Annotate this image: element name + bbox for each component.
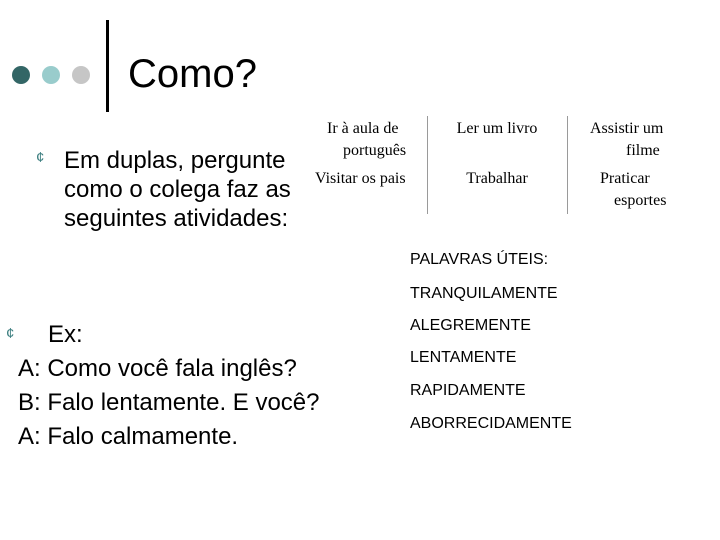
activity-line: Ler um livro xyxy=(456,120,538,137)
activity-line: Ir à aula de xyxy=(327,120,399,137)
title-divider xyxy=(106,20,109,112)
useful-word: TRANQUILAMENTE xyxy=(410,285,558,302)
useful-word: ABORRECIDAMENTE xyxy=(410,415,572,432)
ring-bullet-icon: ¢ xyxy=(6,325,15,342)
ring-bullet-icon: ¢ xyxy=(36,149,45,166)
activity-line: Visitar os pais xyxy=(315,170,406,187)
useful-words-heading: PALAVRAS ÚTEIS: xyxy=(410,251,549,268)
useful-word: RAPIDAMENTE xyxy=(410,382,526,399)
activity-cell xyxy=(303,168,425,190)
activity-cell xyxy=(568,168,690,212)
example-line: B: Falo lentamente. E você? xyxy=(18,389,320,416)
activity-cell xyxy=(568,118,690,162)
useful-word: LENTAMENTE xyxy=(410,349,517,366)
activity-cell xyxy=(303,118,425,162)
example-label: Ex: xyxy=(48,321,83,348)
useful-word: ALEGREMENTE xyxy=(410,317,531,334)
example-line: A: Como você fala inglês? xyxy=(18,355,297,382)
activity-cell xyxy=(428,118,566,140)
activity-cell xyxy=(428,168,566,190)
example-line: A: Falo calmamente. xyxy=(18,423,239,450)
dot-medium xyxy=(42,66,60,84)
activity-line: esportes xyxy=(614,192,667,209)
activity-line: português xyxy=(343,142,407,159)
activity-line: Assistir um xyxy=(590,120,664,137)
activity-line: filme xyxy=(626,142,660,159)
header-dots xyxy=(12,66,102,84)
example-block xyxy=(18,318,378,454)
activity-line: Praticar xyxy=(600,170,650,187)
dot-dark xyxy=(12,66,30,84)
dot-light xyxy=(72,66,90,84)
instruction-text: Em duplas, pergunte como o colega faz as seguintes atividades: xyxy=(64,147,291,232)
activity-line: Trabalhar xyxy=(466,170,528,187)
slide-title: Como? xyxy=(128,52,257,96)
